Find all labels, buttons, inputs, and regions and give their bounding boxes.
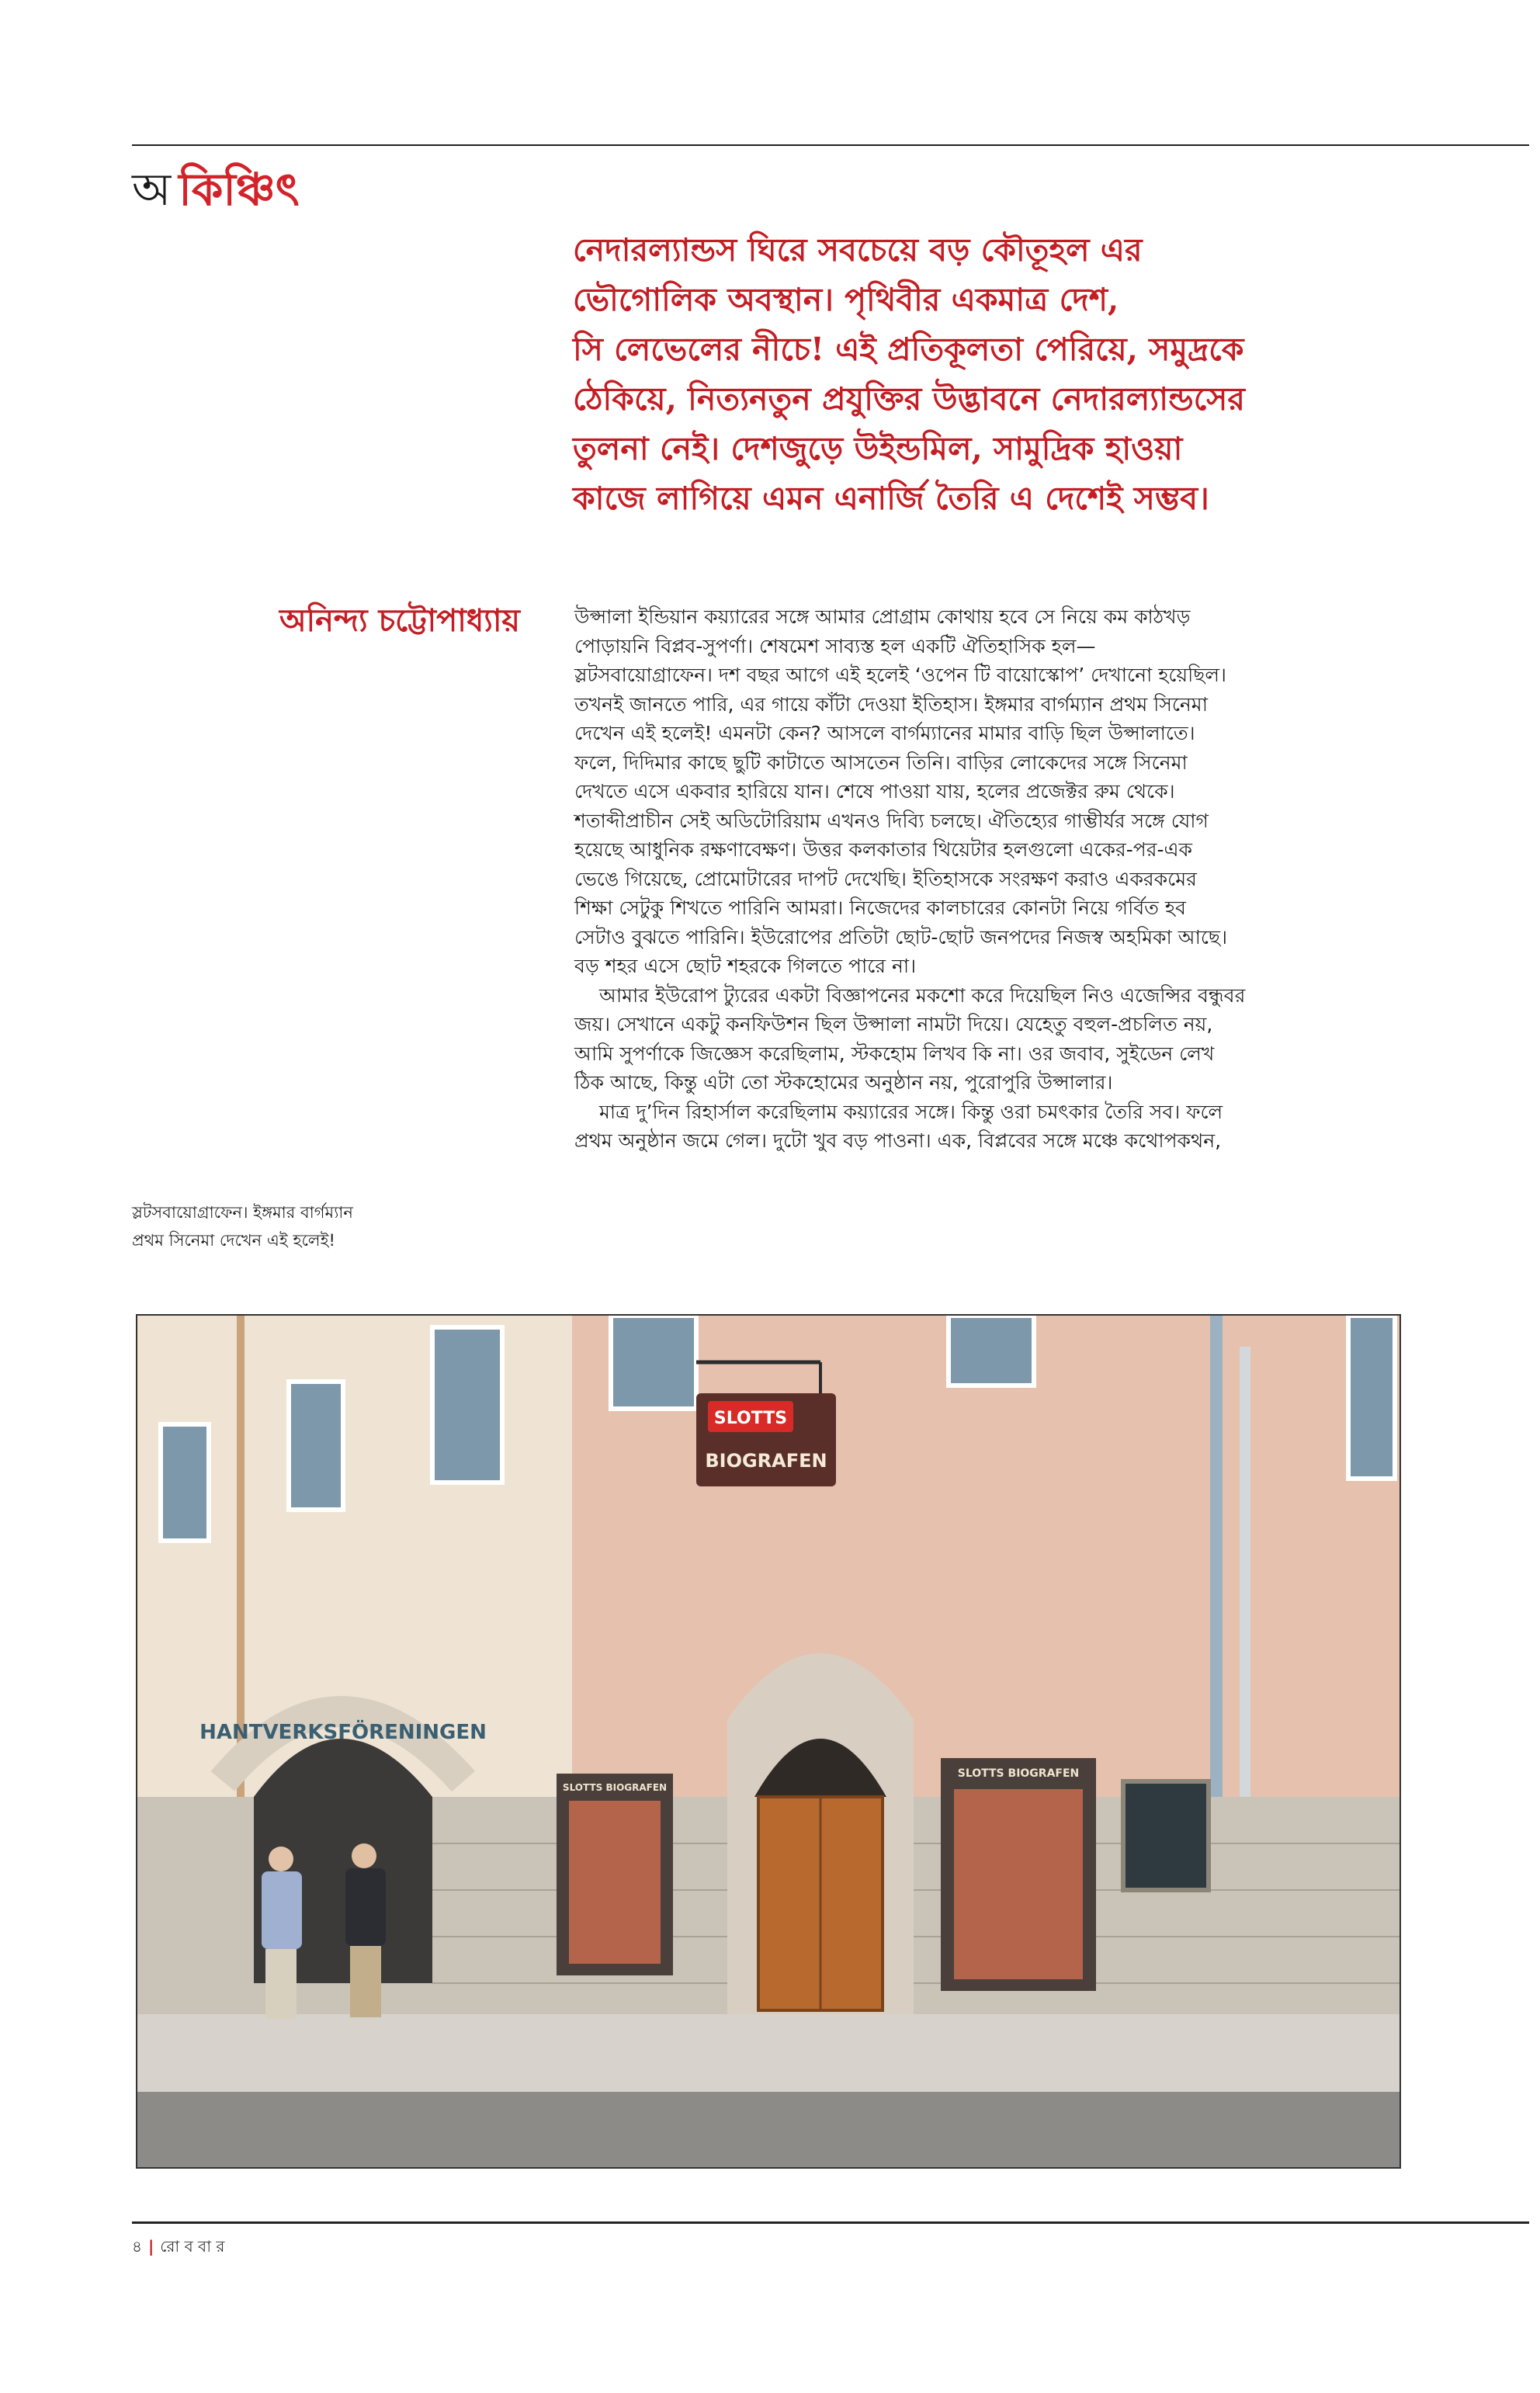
body-line: শতাব্দীপ্রাচীন সেই অডিটোরিয়াম এখনও দিব্যি চলছে। ঐতিহ্যের গাম্ভীর্যর সঙ্গে যোগ xyxy=(574,809,1209,832)
body-line: ফলে, দিদিমার কাছে ছুটি কাটাতে আসতেন তিনি। বাড়ির লোকেদের সঙ্গে সিনেমা xyxy=(574,751,1188,774)
section-title: কিঞ্চিৎ xyxy=(179,163,300,216)
showcase-left xyxy=(557,1774,673,1975)
body-line: জয়। সেখানে একটু কনফিউশন ছিল উপ্সালা নামটা দিয়ে। যেহেতু বহুল-প্রচলিত নয়, xyxy=(574,1013,1213,1035)
standfirst-line: ঠেকিয়ে, নিত্যনতুন প্রযুক্তির উদ্ভাবনে নেদারল্যান্ডসের xyxy=(573,380,1245,418)
body-line: হয়েছে আধুনিক রক্ষণাবেক্ষণ। উত্তর কলকাতার থিয়েটার হলগুলো একের-পর-এক xyxy=(574,838,1193,861)
window xyxy=(432,1327,502,1483)
article-body xyxy=(574,602,1483,1156)
standfirst-line: সি লেভেলের নীচে! এই প্রতিকূলতা পেরিয়ে, সমুদ্রকে xyxy=(573,331,1244,368)
top-rule xyxy=(132,144,1529,146)
body-line: আমার ইউরোপ ট্যুরের একটা বিজ্ঞাপনের মকশো করে দিয়েছিল নিও এজেন্সির বন্ধুবর xyxy=(599,983,1246,1007)
window xyxy=(289,1382,343,1510)
standfirst-line: কাজে লাগিয়ে এমন এনার্জি তৈরি এ দেশেই সম্ভব। xyxy=(573,480,1209,517)
cinema-illustration xyxy=(137,1316,1400,2167)
standfirst-line: ভৌগোলিক অবস্থান। পৃথিবীর একমাত্র দেশ, xyxy=(573,281,1119,318)
body-line: আমি সুপর্ণাকে জিজ্ঞেস করেছিলাম, স্টকহোম লিখব কি না। ওর জবাব, সুইডেন লেখ xyxy=(574,1042,1215,1065)
sign-top-text: SLOTTS xyxy=(713,1409,788,1428)
showcase-poster-area xyxy=(954,1789,1083,1979)
body-line: ভেঙে গিয়েছে, প্রোমোটারের দাপট দেখেছি। ইতিহাসকে সংরক্ষণ করাও একরকমের xyxy=(574,867,1197,890)
showcase-label: SLOTTS BIOGRAFEN xyxy=(562,1782,668,1793)
footer-separator: | xyxy=(147,2237,154,2256)
window xyxy=(949,1316,1034,1386)
showcase-label: SLOTTS BIOGRAFEN xyxy=(957,1767,1080,1780)
window xyxy=(161,1424,209,1541)
window xyxy=(1348,1316,1395,1479)
photo-caption xyxy=(132,1198,458,1254)
body-line: স্লটসবায়োগ্রাফেন। দশ বছর আগে এই হলেই ‘ওপেন টি বায়োস্কোপ’ দেখানো হয়েছিল। xyxy=(574,664,1226,686)
body-line: তখনই জানতে পারি, এর গায়ে কাঁটা দেওয়া ইতিহাস। ইঙ্গমার বার্গম্যান প্রথম সিনেমা xyxy=(574,692,1208,716)
road xyxy=(137,2092,1400,2167)
author-byline: অনিন্দ্য চট্টোপাধ্যায় xyxy=(279,602,520,639)
body-line: প্রথম অনুষ্ঠান জমে গেল। দুটো খুব বড় পাওনা। এক, বিপ্লবের সঙ্গে মঞ্চে কথোপকথন, xyxy=(574,1129,1222,1152)
body-line: দেখতে এসে একবার হারিয়ে যান। শেষে পাওয়া যায়, হলের প্রজেক্টর রুম থেকে। xyxy=(574,780,1175,803)
body-line: ঠিক আছে, কিন্তু এটা তো স্টকহোমের অনুষ্ঠান নয়, পুরোপুরি উপ্সালার। xyxy=(574,1071,1113,1094)
body-line: বড় শহর এসে ছোট শহরকে গিলতে পারে না। xyxy=(574,955,917,977)
showcase-right xyxy=(941,1758,1096,1991)
barred-window xyxy=(1123,1781,1209,1890)
body-line: দেখেন এই হলেই! এমনটা কেন? আসলে বার্গম্যানের মামার বাড়ি ছিল উপ্সালাতে। xyxy=(574,722,1195,744)
arch-text: HANTVERKSFÖRENINGEN xyxy=(199,1721,487,1744)
page-number: ৪ xyxy=(132,2237,142,2256)
window xyxy=(611,1316,696,1409)
showcase-poster-area xyxy=(569,1801,661,1964)
standfirst-line: তুলনা নেই। দেশজুড়ে উইন্ডমিল, সামুদ্রিক হাওয়া xyxy=(573,430,1183,467)
publication-name: রো ব বা র xyxy=(160,2237,225,2256)
section-heading xyxy=(132,163,300,216)
page-footer xyxy=(132,2235,224,2261)
standfirst-line: নেদারল্যান্ডস ঘিরে সবচেয়ে বড় কৌতূহল এর xyxy=(573,231,1143,269)
section-prefix: অ xyxy=(132,163,172,216)
body-line: মাত্র দু’দিন রিহার্সাল করেছিলাম কয়্যারের সঙ্গে। কিন্তু ওরা চমৎকার তৈরি সব। ফলে xyxy=(599,1100,1223,1123)
standfirst xyxy=(573,225,1473,523)
body-line: সেটাও বুঝতে পারিনি। ইউরোপের প্রতিটা ছোট-ছোট জনপদের নিজস্ব অহমিকা আছে। xyxy=(574,925,1228,949)
body-line: পোড়ায়নি বিপ্লব-সুপর্ণা। শেষমেশ সাব্যস্ত হল একটি ঐতিহাসিক হল— xyxy=(574,634,1096,657)
caption-line: প্রথম সিনেমা দেখেন এই হলেই! xyxy=(132,1231,335,1250)
bottom-rule xyxy=(132,2221,1529,2224)
sign-bottom-text: BIOGRAFEN xyxy=(705,1450,827,1472)
caption-line: স্লটসবায়োগ্রাফেন। ইঙ্গমার বার্গম্যান xyxy=(132,1203,353,1222)
body-line: শিক্ষা সেটুকু শিখতে পারিনি আমরা। নিজেদের কালচারের কোনটা নিয়ে গর্বিত হব xyxy=(574,897,1186,919)
body-line: উপ্সালা ইন্ডিয়ান কয়্যারের সঙ্গে আমার প্রোগ্রাম কোথায় হবে সে নিয়ে কম কাঠখড় xyxy=(574,605,1191,628)
cinema-photo xyxy=(136,1314,1401,2169)
